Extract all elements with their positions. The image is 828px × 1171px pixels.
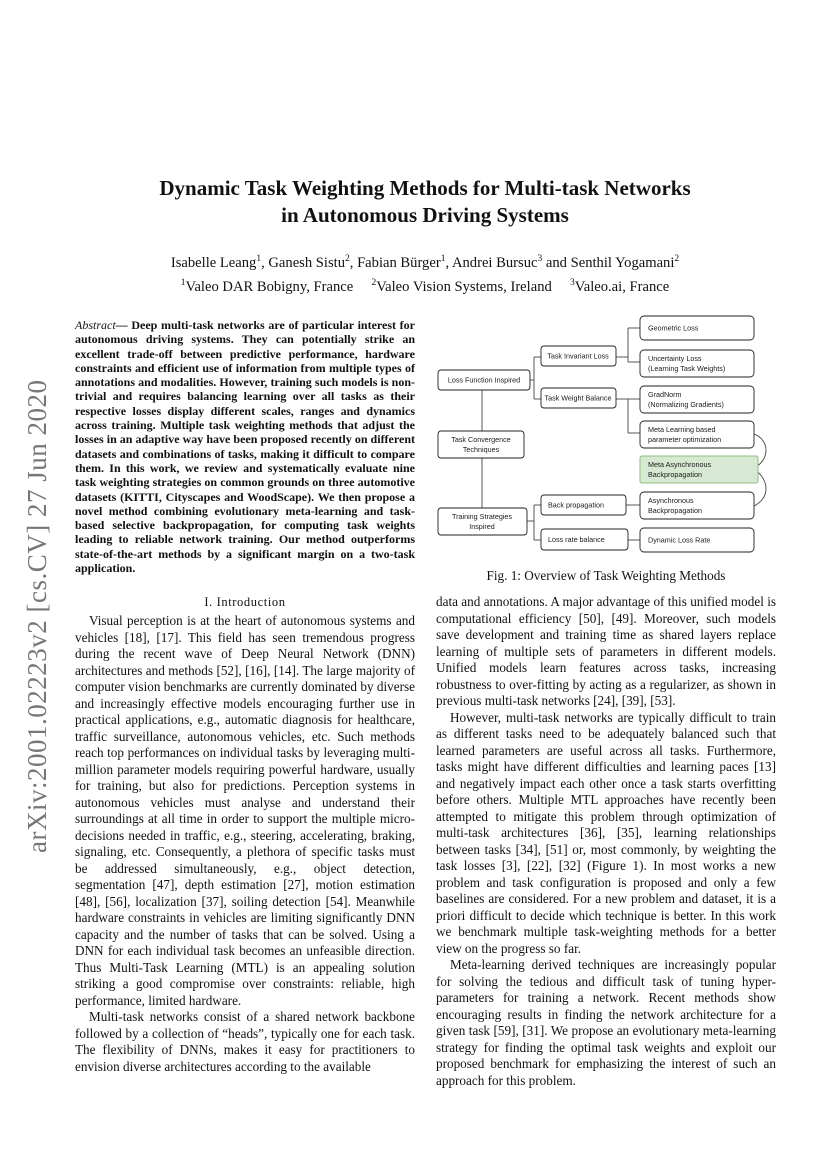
node-task-invariant-loss-label: Task Invariant Loss	[547, 351, 609, 361]
paragraph: Meta-learning derived techniques are increasingly popular for solving the tedious and difficult task of tuning hyper-parameters for training a network. Recent methods show encouraging results in finding the network architecture for a given task [59], [31]. We propose an evolutionary meta-learning strategy for finding the optimal task weights and exploit our proposed benchmark for emphasizing the interest of such an approach for this problem.	[436, 957, 776, 1088]
node-task-convergence-label-2: Techniques	[462, 445, 500, 454]
node-meta-async-backprop-label: Meta Asynchronous	[648, 460, 712, 469]
node-meta-learning-label-2: parameter optimization	[648, 435, 722, 444]
abstract	[75, 318, 415, 575]
node-meta-async-backprop-label-2: Backpropagation	[648, 470, 702, 479]
node-gradnorm-label: GradNorm	[648, 390, 682, 399]
paragraph: Multi-task networks consist of a shared network backbone followed by a collection of “heads”, typically one for each task. The flexibility of DNNs, makes it easy for practitioners to envision diverse architectures according to the available	[75, 1009, 415, 1074]
paragraph: However, multi-task networks are typically difficult to train as different tasks need to be adequately balanced such that learned parameters are useful across all tasks. Furthermore, tasks might have different difficulties and learning paces [13] and negatively impact each other once a task starts overfitting before others. Multiple MTL approaches have recently been attempted to mitigate this problem through optimization of multi-task architectures [36], [35], learning relationships between tasks [34], [51] or, most commonly, by weighting the task losses [3], [22], [32] (Figure 1). In most works a new problem and task configuration is proposed and only a few baselines are considered. For a new problem and dataset, it is a priori difficult to decide which technique is better. In this work we benchmark multiple task-weighting methods for a better view on the progress so far.	[436, 709, 776, 956]
figure-caption: Fig. 1: Overview of Task Weighting Methods	[486, 568, 726, 583]
paragraph: data and annotations. A major advantage of this unified model is computational efficiency [50], [49]. Moreover, such models save development and training time as shared layers replace learning of multiple sets of parameters in different models. Unified models learn features across tasks, increasing robustness to over-fitting by acting as a regularizer, as shown in previous multi-task networks [24], [39], [53].	[436, 594, 776, 708]
affiliation: Valeo DAR Bobigny, France	[185, 278, 354, 295]
paragraph: Visual perception is at the heart of autonomous systems and vehicles [18], [17]. This field has seen tremendous progress during the recent wave of Deep Neural Network (DNN) architectures and methods [52], [16], [14]. The large majority of computer vision benchmarks are currently dominated by diverse and increasingly effective models encouraging further use in practical applications, e.g., automatic diagnosis for healthcare, traffic surveillance, autonomous vehicles, etc. Such methods reach top performances on individual tasks by leveraging multi-million parameter models requiring powerful hardware, usually for training, but also for predictions. Perception systems in autonomous vehicles must analyse and understand their surroundings at all time in order to support the multiple micro-decisions needed in traffic, e.g., steering, accelerating, braking, signaling, etc. Consequently, a plethora of specific tasks must be addressed simultaneously, e.g., object detection, segmentation [47], depth estimation [27], motion estimation [48], [56], localization [37], soiling detection [54]. Meanwhile hardware constraints in vehicles are limiting significantly DNN capacity and the number of tasks that can be solved. Using a DNN for each individual task becomes an unfeasible direction. Thus Multi-Task Learning (MTL) is an appealing solution striking a good compromise over constraints: reliable, high performance, limited hardware.	[75, 613, 415, 1008]
node-uncertainty-loss-label-2: (Learning Task Weights)	[648, 364, 726, 373]
node-uncertainty-loss-label: Uncertainty Loss	[648, 354, 702, 363]
author-block	[80, 249, 770, 297]
node-loss-rate-balance-label: Loss rate balance	[548, 535, 605, 544]
author-names: Isabelle Leang$^1$, Ganesh Sistu$^2$, Fabian Bürger$^1$, Andrei Bursuc$^3$ and Senthil Yogamani$^2$	[170, 254, 680, 271]
node-task-weight-balance-label: Task Weight Balance	[544, 393, 612, 403]
author: Ganesh Sistu	[268, 254, 346, 271]
right-column-body	[436, 594, 776, 1089]
node-meta-learning-label: Meta Learning based	[648, 425, 716, 434]
node-back-propagation-label: Back propagation	[548, 500, 604, 510]
node-dynamic-loss-rate-label: Dynamic Loss Rate	[648, 535, 711, 545]
section-heading: I. Introduction	[204, 595, 286, 609]
node-training-strategies-label-2: Inspired	[469, 522, 495, 531]
affiliations: $^1$Valeo DAR Bobigny, France $^2$Valeo Vision Systems, Ireland $^3$Valeo.ai, France	[180, 277, 670, 295]
node-async-backprop-label: Asynchronous	[648, 496, 694, 505]
node-geometric-loss-label: Geometric Loss	[648, 323, 699, 333]
arxiv-stamp: arXiv:2001.02223v2 [cs.CV] 27 Jun 2020	[22, 379, 52, 853]
left-column-body	[75, 613, 415, 1075]
author: Senthil Yogamani	[570, 254, 675, 271]
title-line-1: Dynamic Task Weighting Methods for Multi-task Networks	[159, 176, 691, 200]
node-gradnorm-label-2: (Normalizing Gradients)	[648, 400, 724, 409]
title-line-2: in Autonomous Driving Systems	[281, 203, 569, 227]
node-async-backprop-label-2: Backpropagation	[648, 506, 702, 515]
node-loss-function-inspired-label: Loss Function Inspired	[447, 375, 521, 385]
paper-title	[80, 175, 770, 229]
author: Isabelle Leang	[170, 254, 257, 271]
affiliation: Valeo Vision Systems, Ireland	[376, 278, 552, 295]
affiliation: Valeo.ai, France	[574, 278, 670, 295]
author: Andrei Bursuc	[451, 254, 538, 271]
abstract-label: Abstract	[75, 318, 116, 332]
task-weighting-diagram	[436, 312, 776, 562]
abstract-text: — Deep multi-task networks are of particular interest for autonomous driving systems. They can potentially strike an excellent trade-off between predictive performance, hardware constraints and efficient use of information from multiple types of annotations and modalities. However, training such models is non-trivial and requires balancing learning over all tasks as their respective losses display different scales, ranges and dynamics across training. Multiple task weighting methods that adjust the losses in an adaptive way have been proposed recently on different datasets and combinations of tasks, making it difficult to compare them. In this work, we review and systematically evaluate nine task weighting strategies on common grounds on three automotive datasets (KITTI, Cityscapes and WoodScape). We then propose a novel method combining evolutionary meta-learning and task-based selective backpropagation, for computing task weights leading to reliable network training. Our method outperforms state-of-the-art methods by a significant margin on a two-task application.	[75, 318, 415, 576]
node-training-strategies-label: Training Strategies	[451, 512, 513, 521]
node-task-convergence-label: Task Convergence	[451, 435, 511, 444]
author: Fabian Bürger	[357, 254, 441, 271]
